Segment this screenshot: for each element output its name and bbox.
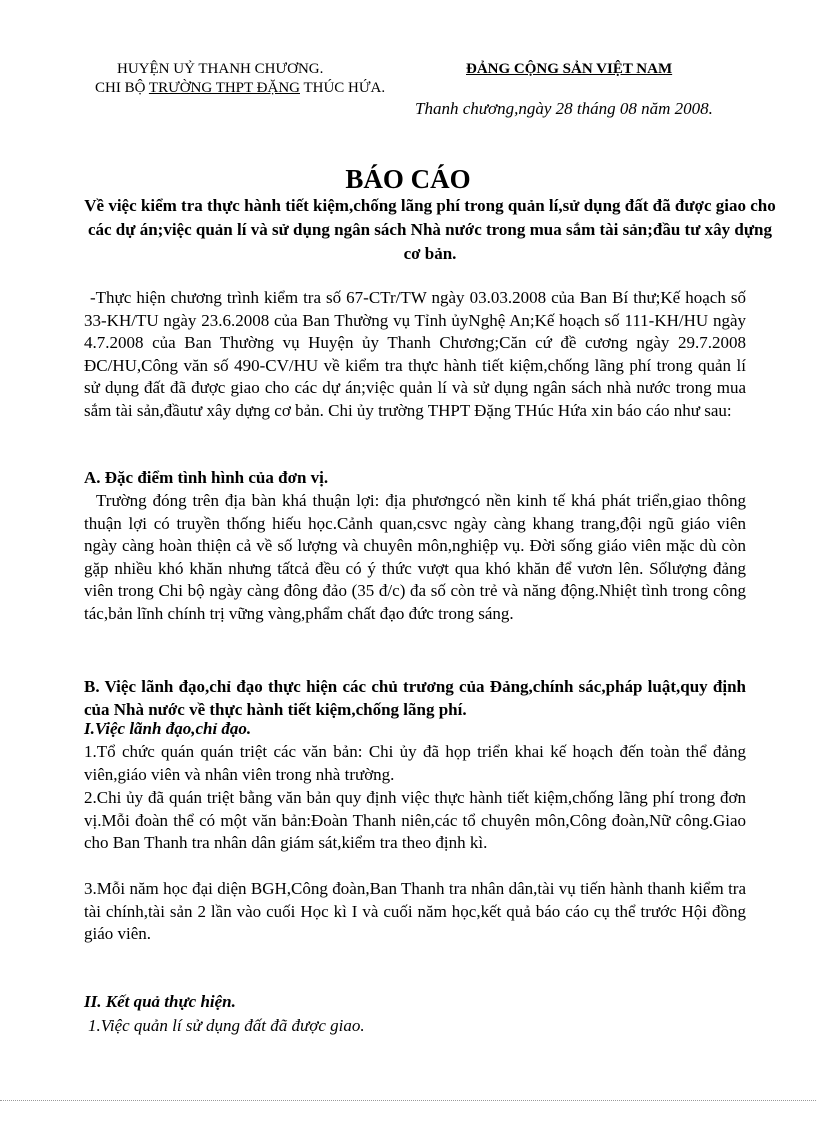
intro-paragraph: -Thực hiện chương trình kiểm tra số 67-CTr/TW ngày 03.03.2008 của Ban Bí thư;Kế hoạch số 33-KH/TU ngày 23.6.2008 của Ban Thường vụ Tỉnh ủyNghệ An;Kế hoạch số 111-KH/HU ngày 4.7.2008 của Ban Thường vụ Huyện ủy Thanh Chương;Căn cứ đề cương ngày 29.7.2008 ĐC/HU,Công văn số 490-CV/HU về kiểm tra thực hành tiết kiệm,chống lãng phí trong quản lí sử dụng đất đã được giao cho các dự án;việc quản lí và sử dụng ngân sách nhà nước trong mua sắm tài sản,đầutư xây dựng cơ bản. Chi ủy trường THPT Đặng THúc Hứa xin báo cáo như sau: bbox=[84, 288, 746, 420]
document-date: Thanh chương,ngày 28 tháng 08 năm 2008. bbox=[415, 99, 713, 118]
section-b-sub2-item-1: 1.Việc quản lí sử dụng đất đã được giao. bbox=[88, 1016, 365, 1035]
party-cell-suffix: THÚC HỨA. bbox=[300, 80, 386, 96]
page-bottom-divider bbox=[0, 1100, 816, 1101]
section-b-heading: B. Việc lãnh đạo,chỉ đạo thực hiện các chủ trương của Đảng,chính sác,pháp luật,quy định của Nhà nước về thực hành tiết kiệm,chống lãng phí. bbox=[84, 677, 746, 719]
party-name: ĐẢNG CỘNG SẢN VIỆT NAM bbox=[466, 61, 673, 77]
section-a-heading: A. Đặc điểm tình hình của đơn vị. bbox=[84, 468, 329, 487]
page-title: BÁO CÁO bbox=[345, 164, 471, 194]
party-cell-name bbox=[95, 80, 385, 97]
section-a-body: Trường đóng trên địa bàn khá thuận lợi: địa phươngcó nền kinh tế khá phát triển,giao thông thuận lợi có truyền thống hiếu học.Cảnh quan,csvc ngày càng khang trang,đội ngũ giáo viên ngày càng hoàn thiện cả về số lượng và chuyên môn,nghiệp vụ. Đời sống giáo viên mặc dù còn gặp nhiều khó khăn nhưng tấtcả đều có ý thức vượt qua khó khăn để vươn lên. Sốlượng đảng viên trong Chi bộ ngày càng đông đảo (35 đ/c) đa số còn trẻ và năng động.Nhiệt tình trong công tác,bản lĩnh chính trị vững vàng,phẩm chất đạo đức trong sáng. bbox=[84, 491, 746, 623]
school-name-underlined: TRƯỜNG THPT ĐẶNG bbox=[148, 80, 300, 96]
party-cell-prefix: CHI BỘ bbox=[95, 80, 149, 96]
section-b-sub2-heading: II. Kết quả thực hiện. bbox=[84, 992, 236, 1011]
section-b-item-1: 1.Tổ chức quán quán triệt các văn bản: Chi ủy đã họp triển khai kế hoạch đến toàn thể đảng viên,giáo viên và nhân viên trong nhà trường. bbox=[84, 742, 746, 784]
section-b-item-2: 2.Chi ủy đã quán triệt bằng văn bản quy định việc thực hành tiết kiệm,chống lãng phí trong đơn vị.Mỗi đoàn thể có một văn bản:Đoàn Thanh niên,các tổ chuyên môn,Công đoàn,Nữ công.Giao cho Ban Thanh tra nhân dân giám sát,kiểm tra theo định kì. bbox=[84, 788, 746, 853]
section-b-item-3: 3.Mỗi năm học đại diện BGH,Công đoàn,Ban Thanh tra nhân dân,tài vụ tiến hành thanh kiểm tra tài chính,tài sản 2 lần vào cuối Học kì I và cuối năm học,kết quả báo cáo cụ thể trước Hội đồng giáo viên. bbox=[84, 879, 746, 944]
section-b-sub1-heading: I.Việc lãnh đạo,chỉ đạo. bbox=[84, 719, 252, 738]
party-committee-name: HUYỆN UỶ THANH CHƯƠNG. bbox=[117, 61, 324, 77]
report-subtitle: Về việc kiểm tra thực hành tiết kiệm,chống lãng phí trong quản lí,sử dụng đất đã được giao cho các dự án;việc quản lí và sử dụng ngân sách Nhà nước trong mua sắm tài sản;đầu tư xây dựng cơ bản. bbox=[84, 196, 776, 263]
